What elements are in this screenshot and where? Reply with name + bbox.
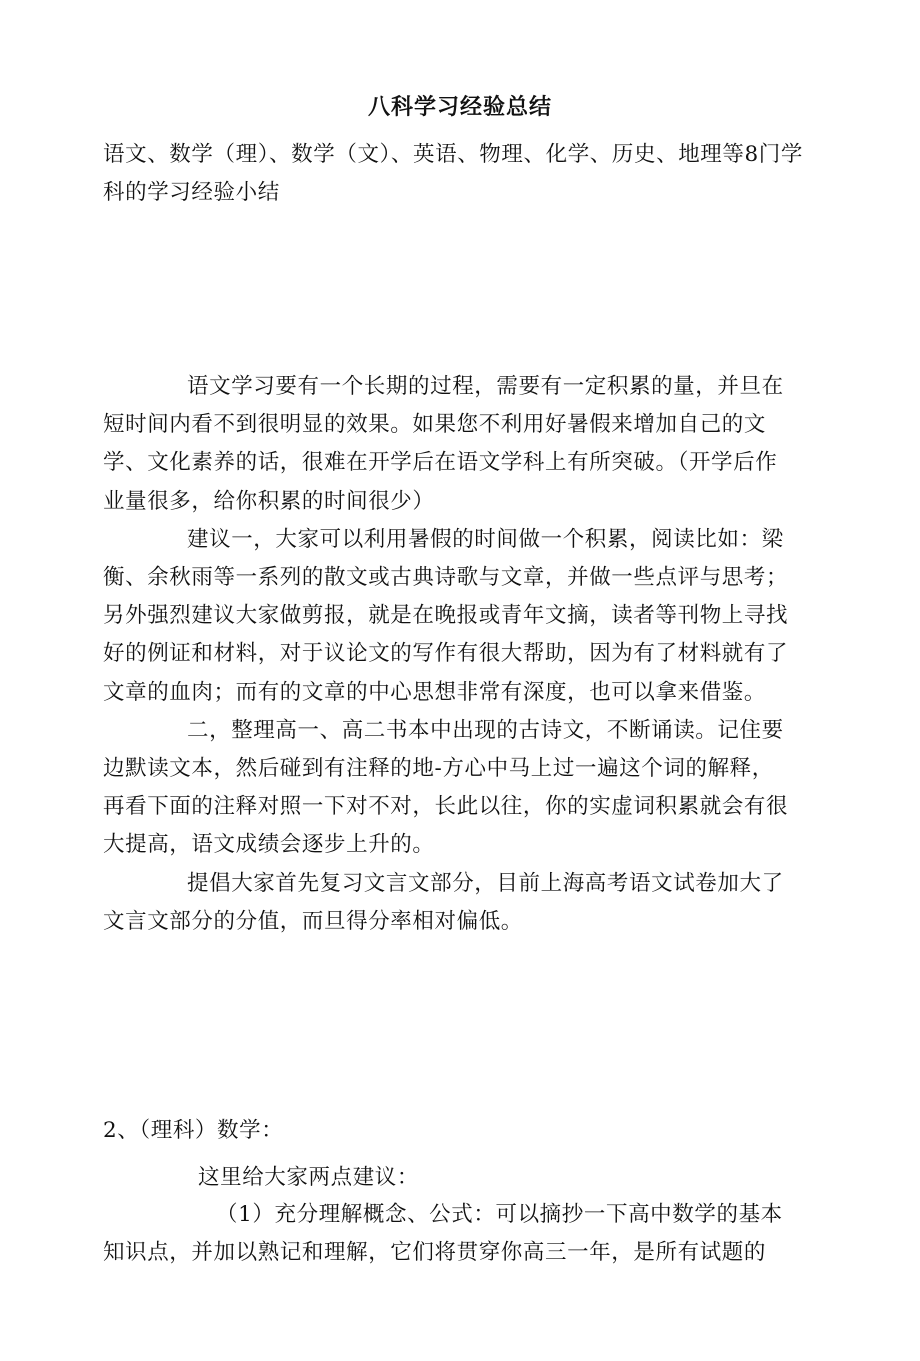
chinese-section xyxy=(103,368,793,941)
chinese-paragraph-3: 二，整理高一、高二书本中出现的古诗文，不断诵读。记住要边默读文本，然后碰到有注释的地-方心中马上过一遍这个词的解释，再看下面的注释对照一下对不对，长此以往，你的实虚词积累就会有很大提高，语文成绩会逐步上升的。 xyxy=(103,717,789,858)
chinese-paragraph-2: 建议一，大家可以利用暑假的时间做一个积累，阅读比如：梁衡、余秋雨等一系列的散文或古典诗歌与文章，并做一些点评与思考；另外强烈建议大家做剪报，就是在晚报或青年文摘，读者等刊物上寻找好的例证和材料，对于议论文的写作有很大帮助，因为有了材料就有了文章的血肉；而有的文章的中心思想非常有深度，也可以拿来借鉴。 xyxy=(103,526,789,705)
math-section-intro: 这里给大家两点建议： xyxy=(198,1165,420,1190)
chinese-paragraph-1: 语文学习要有一个长期的过程，需要有一定积累的量，并旦在短时间内看不到很明显的效果。如果您不利用好暑假来增加自己的文学、文化素养的话，很难在开学后在语文学科上有所突破。（开学后作业量很多，给你积累的时间很少） xyxy=(103,374,784,514)
chinese-paragraph-4: 提倡大家首先复习文言文部分，目前上海高考语文试卷加大了文言文部分的分值，而旦得分率相对偏低。 xyxy=(103,870,784,934)
document-subtitle: 语文、数学（理）、数学（文）、英语、物理、化学、历史、地理等8门学科的学习经验小结 xyxy=(103,142,803,205)
math-section-heading: 2、（理科）数学： xyxy=(103,1118,284,1143)
math-point-1: （1）充分理解概念、公式：可以摘抄一下高中数学的基本知识点，并加以熟记和理解，它们将贯穿你高三一年，是所有试题的 xyxy=(103,1202,783,1266)
document-title: 八科学习经验总结 xyxy=(367,95,552,120)
